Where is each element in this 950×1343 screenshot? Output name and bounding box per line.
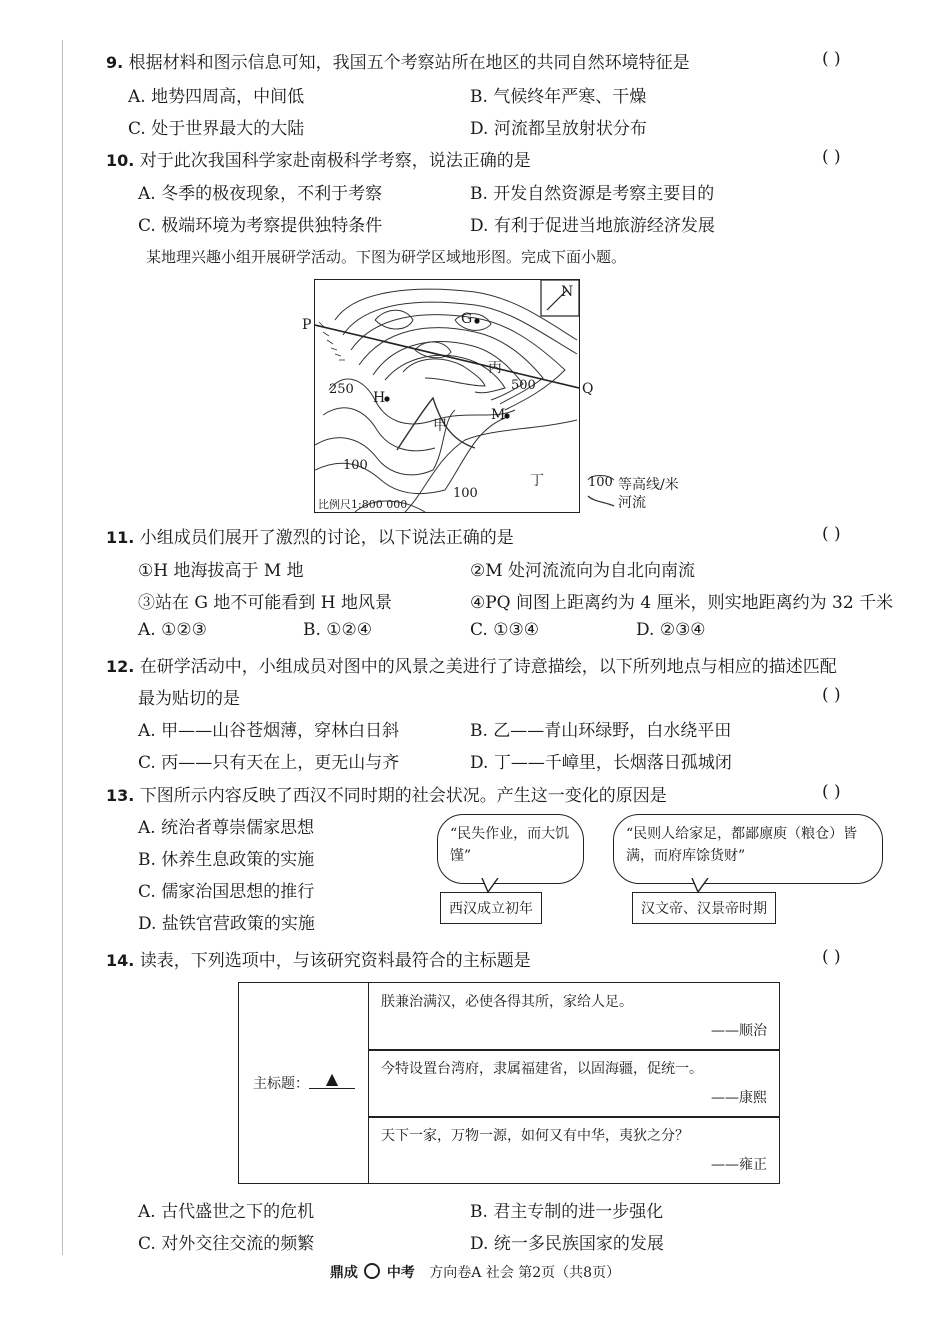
- period-label-early-han: 西汉成立初年: [440, 892, 542, 924]
- statement-11-4: ④PQ 间图上距离约为 4 厘米，则实地距离约为 32 千米: [470, 593, 894, 613]
- topographic-map: [314, 279, 580, 513]
- question-14-stem: [106, 946, 531, 971]
- contour-500: 500: [511, 378, 536, 393]
- option-10b[interactable]: B. 开发自然资源是考察主要目的: [470, 184, 715, 204]
- option-13a[interactable]: A. 统治者尊崇儒家思想: [138, 818, 315, 838]
- map-label-p: P: [302, 317, 312, 333]
- map-scale: 比例尺1:800 000: [318, 498, 408, 511]
- option-13d[interactable]: D. 盐铁官营政策的实施: [138, 914, 315, 934]
- option-12d[interactable]: D. 丁——千嶂里，长烟落日孤城闭: [470, 753, 732, 773]
- answer-blank-14[interactable]: ( ): [822, 947, 841, 967]
- table-title-label: 主标题：: [253, 1076, 309, 1092]
- option-14d[interactable]: D. 统一多民族国家的发展: [470, 1234, 664, 1254]
- question-12-stem: [106, 652, 837, 677]
- option-12b[interactable]: B. 乙——青山环绿野，白水绕平田: [470, 721, 732, 741]
- option-9d[interactable]: D. 河流都呈放射状分布: [470, 119, 647, 139]
- speech-bubble-wen-jing: “民则人给家足，都鄙廪庾（粮仓）皆满，而府库馀货财”: [613, 814, 883, 884]
- brand-name-2: 中考: [386, 1265, 415, 1281]
- option-10d[interactable]: D. 有利于促进当地旅游经济发展: [470, 216, 715, 236]
- table-row: [369, 1117, 779, 1183]
- question-13-stem: [106, 781, 667, 806]
- question-text: 读表，下列选项中，与该研究资料最符合的主标题是: [139, 951, 531, 971]
- statement-11-2: ②M 处河流流向为自北向南流: [470, 561, 696, 581]
- option-13b[interactable]: B. 休养生息政策的实施: [138, 850, 315, 870]
- legend-contour-value: 100: [588, 475, 613, 490]
- map-label-bing: 丙: [488, 360, 502, 376]
- question-text: 根据材料和图示信息可知，我国五个考察站所在地区的共同自然环境特征是: [128, 53, 690, 73]
- question-text: 对于此次我国科学家赴南极科学考察，说法正确的是: [139, 151, 531, 171]
- question-text: 小组成员们展开了激烈的讨论，以下说法正确的是: [139, 528, 514, 548]
- table-title-cell: [239, 983, 369, 1183]
- answer-blank-10[interactable]: ( ): [822, 147, 841, 167]
- option-9c[interactable]: C. 处于世界最大的大陆: [128, 119, 305, 139]
- page-footer: [0, 1262, 950, 1282]
- option-14a[interactable]: A. 古代盛世之下的危机: [138, 1202, 315, 1222]
- question-number: 11.: [106, 528, 135, 547]
- table-author: ——雍正: [711, 1157, 767, 1173]
- contour-250: 250: [329, 382, 354, 397]
- page-info: 方向卷A 社会 第2页（共8页）: [429, 1265, 621, 1281]
- brand-name: 鼎成: [329, 1265, 358, 1281]
- question-number: 14.: [106, 951, 135, 970]
- answer-blank-11[interactable]: ( ): [822, 524, 841, 544]
- table-author: ——顺治: [711, 1023, 767, 1039]
- table-quote: 今特设置台湾府，隶属福建省，以固海疆，促统一。: [381, 1061, 703, 1077]
- statement-11-3: ③站在 G 地不可能看到 H 地风景: [138, 593, 393, 613]
- legend-river-label: 河流: [618, 495, 646, 511]
- option-11a[interactable]: A. ①②③: [138, 620, 207, 640]
- question-number: 12.: [106, 657, 135, 676]
- option-13c[interactable]: C. 儒家治国思想的推行: [138, 882, 315, 902]
- map-label-m: M: [491, 407, 506, 423]
- contour-100b: 100: [453, 486, 478, 501]
- map-label-jia: 甲: [433, 418, 447, 434]
- question-number: 13.: [106, 786, 135, 805]
- question-9-stem: [106, 48, 690, 73]
- speech-bubble-early-han: “民失作业，而大饥馑”: [437, 814, 584, 884]
- option-10c[interactable]: C. 极端环境为考察提供独特条件: [138, 216, 383, 236]
- period-label-wen-jing: 汉文帝、汉景帝时期: [632, 892, 776, 924]
- map-label-q: Q: [582, 381, 594, 397]
- question-10-stem: [106, 146, 531, 171]
- option-9a[interactable]: A. 地势四周高，中间低: [128, 87, 305, 107]
- research-table: [238, 982, 780, 1184]
- map-label-h: H: [373, 390, 386, 406]
- map-intro: 某地理兴趣小组开展研学活动。下图为研学区域地形图。完成下面小题。: [146, 248, 627, 266]
- question-number: 9.: [106, 53, 124, 72]
- option-11c[interactable]: C. ①③④: [470, 620, 539, 640]
- table-quote: 朕兼治满汉，必使各得其所，家给人足。: [381, 994, 633, 1010]
- table-row: [369, 1050, 779, 1116]
- option-9b[interactable]: B. 气候终年严寒、干燥: [470, 87, 647, 107]
- option-10a[interactable]: A. 冬季的极夜现象，不利于考察: [138, 184, 383, 204]
- question-number: 10.: [106, 151, 135, 170]
- legend-contour-label: 等高线/米: [618, 477, 679, 493]
- option-11b[interactable]: B. ①②④: [303, 620, 373, 640]
- option-12a[interactable]: A. 甲——山谷苍烟薄，穿林白日斜: [138, 721, 400, 741]
- table-quote: 天下一家，万物一源，如何又有中华，夷狄之分？: [381, 1128, 689, 1144]
- margin-line: [62, 40, 63, 1255]
- map-label-ding: 丁: [530, 473, 544, 489]
- statement-11-1: ①H 地海拔高于 M 地: [138, 561, 304, 581]
- answer-blank-12[interactable]: ( ): [822, 685, 841, 705]
- question-11-stem: [106, 523, 514, 548]
- option-14b[interactable]: B. 君主专制的进一步强化: [470, 1202, 664, 1222]
- option-11d[interactable]: D. ②③④: [636, 620, 706, 640]
- answer-blank-13[interactable]: ( ): [822, 782, 841, 802]
- question-text: 下图所示内容反映了西汉不同时期的社会状况。产生这一变化的原因是: [139, 786, 667, 806]
- table-author: ——康熙: [711, 1090, 767, 1106]
- option-12c[interactable]: C. 丙——只有天在上，更无山与齐: [138, 753, 400, 773]
- table-row: [369, 983, 779, 1049]
- table-title-blank: ▲: [309, 1069, 355, 1089]
- answer-blank-9[interactable]: ( ): [822, 49, 841, 69]
- map-label-g: G: [461, 311, 473, 327]
- option-14c[interactable]: C. 对外交往交流的频繁: [138, 1234, 315, 1254]
- question-12-stem-cont: 最为贴切的是: [138, 689, 240, 709]
- contour-100a: 100: [343, 458, 368, 473]
- brand-logo-icon: [364, 1263, 380, 1279]
- question-text: 在研学活动中，小组成员对图中的风景之美进行了诗意描绘，以下所列地点与相应的描述匹配: [139, 657, 837, 677]
- map-label-n: N: [561, 284, 574, 300]
